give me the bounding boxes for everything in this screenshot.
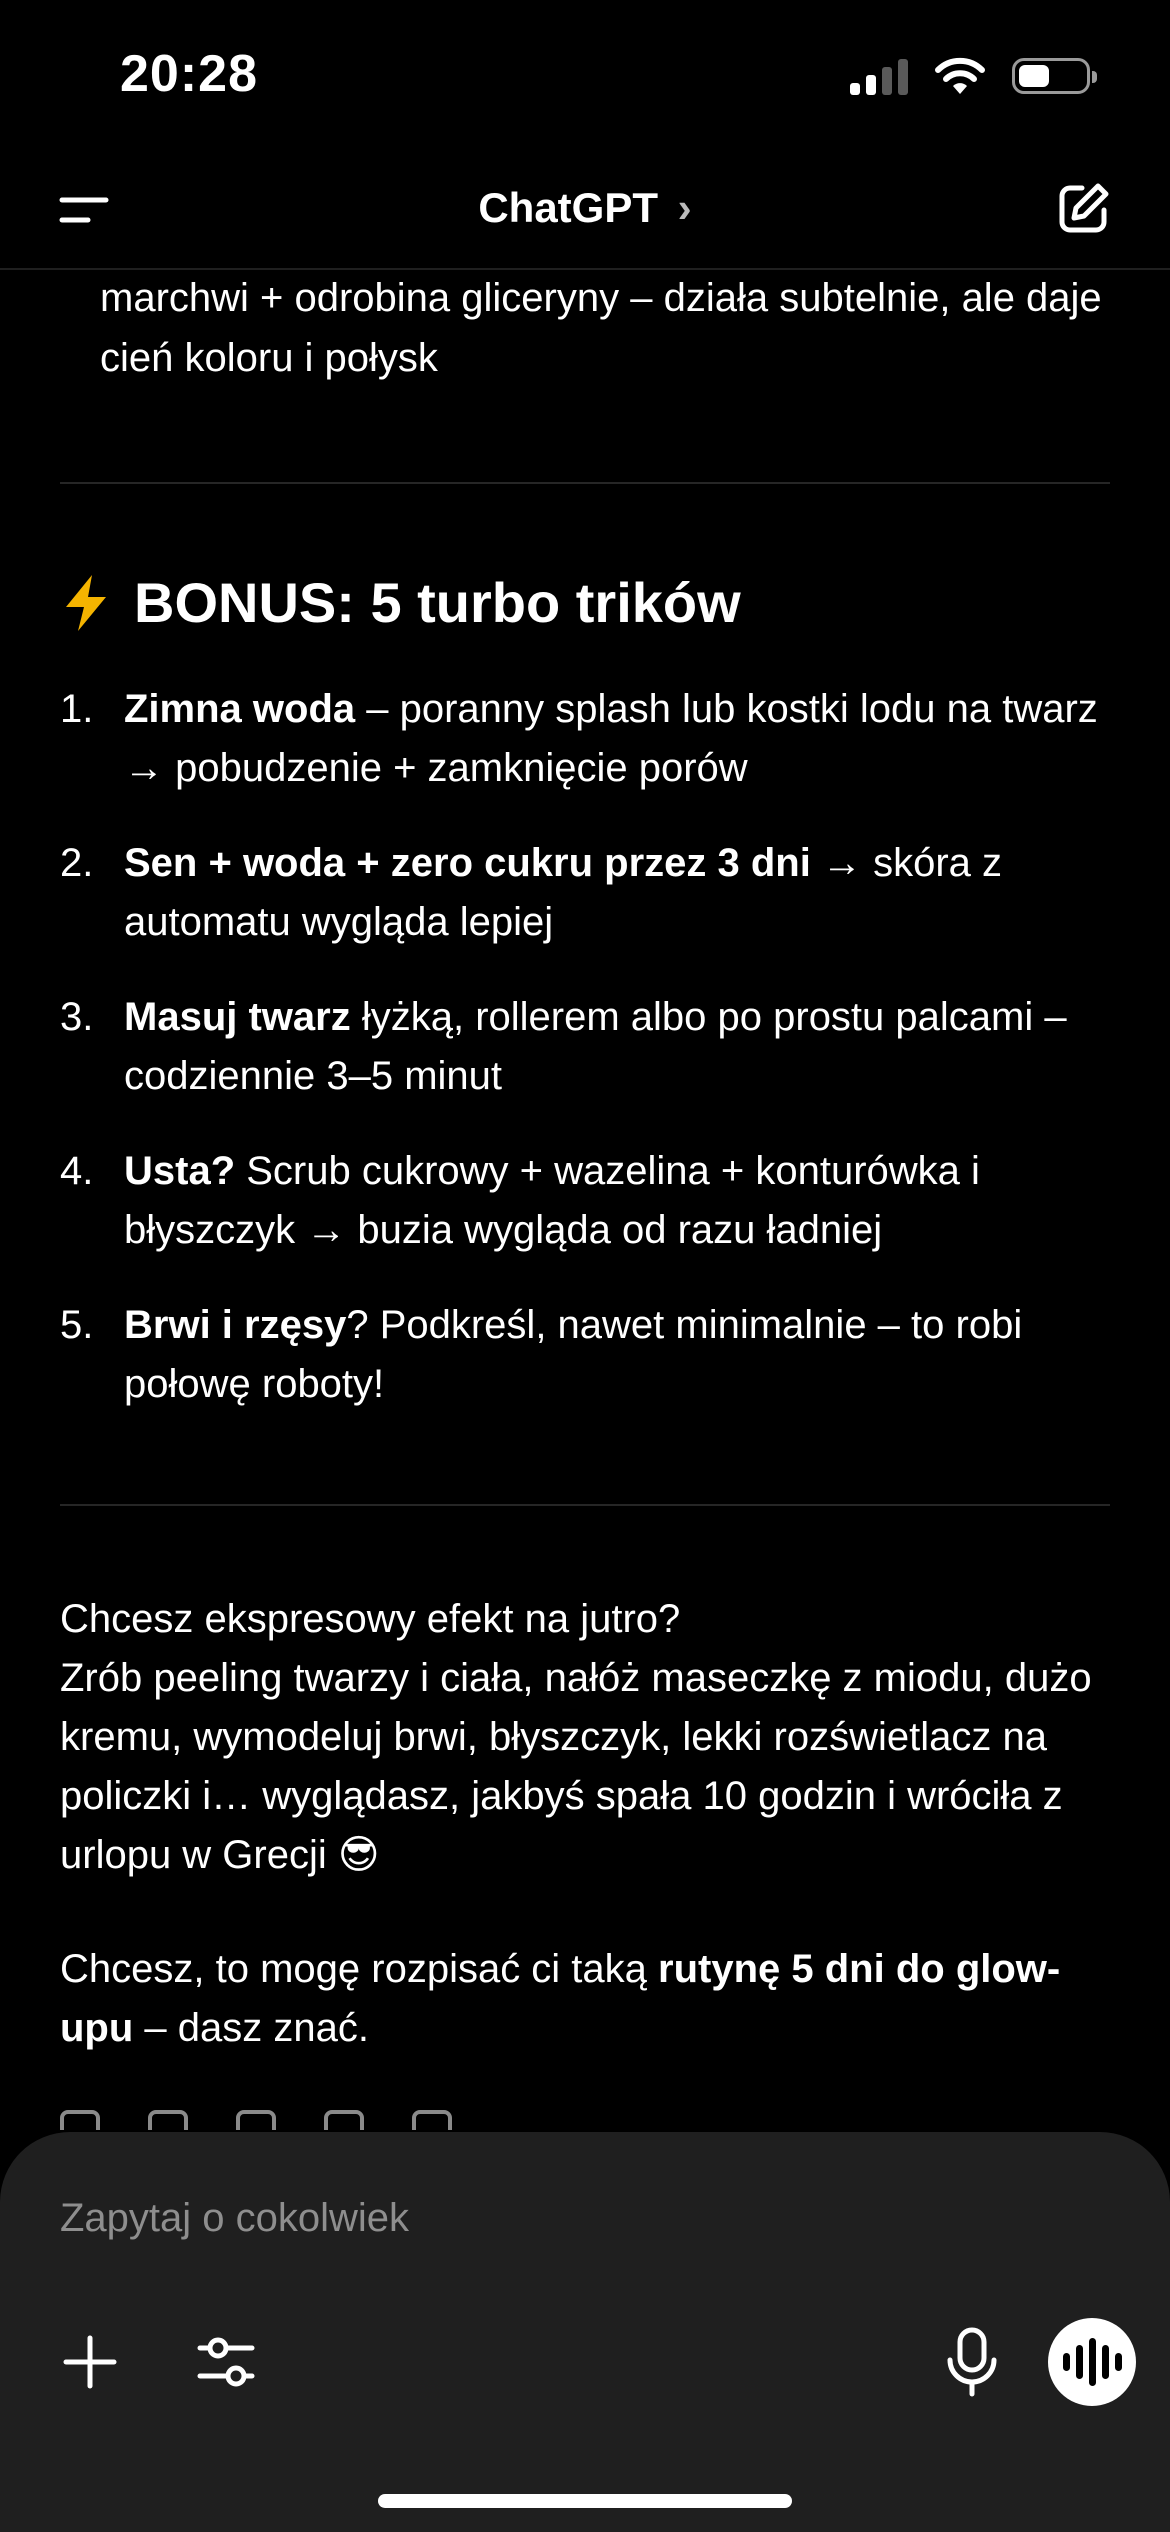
voice-mode-button[interactable] [1048, 2318, 1136, 2406]
list-item: 2. Sen + woda + zero cukru przez 3 dni → skóra z automatu wygląda lepiej [60, 841, 1003, 944]
section-divider [60, 482, 1110, 484]
model-selector[interactable] [0, 184, 1170, 232]
copy-icon[interactable] [60, 2110, 100, 2130]
chevron-right-icon: › [677, 184, 692, 231]
message-input[interactable]: Zapytaj o cokolwiek [60, 2196, 410, 2240]
cellular-signal-icon [850, 57, 908, 95]
microphone-icon[interactable] [942, 2326, 1002, 2398]
express-body: Zrób peeling twarzy i ciała, nałóż maseczkę z miodu, dużo kremu, wymodeluj brwi, błyszczyk, lekki rozświetlacz na policzki i… wyglądasz, jakbyś spała 10 godzin i wróciła z urlopu w Grecji 😎 [60, 1656, 1092, 1877]
wifi-icon [934, 56, 986, 96]
status-icons [850, 56, 1090, 96]
plus-icon[interactable] [60, 2332, 120, 2392]
message-actions [60, 2110, 452, 2130]
regenerate-icon[interactable] [412, 2110, 452, 2130]
list-item: 3. Masuj twarz łyżką, rollerem albo po prostu palcami – codziennie 3–5 minut [60, 995, 1067, 1098]
bonus-heading [60, 570, 741, 635]
bonus-title-text: BONUS: 5 turbo trików [134, 571, 741, 634]
tools-sliders-icon[interactable] [196, 2330, 256, 2394]
list-item: 4. Usta? Scrub cukrowy + wazelina + konturówka i błyszczyk → buzia wygląda od razu ładniej [60, 1149, 980, 1252]
offer-paragraph: Chcesz, to mogę rozpisać ci taką rutynę 5 dni do glow-upu – dasz znać. [60, 1947, 1061, 2050]
previous-list-item-text: marchwi + odrobina gliceryny – działa subtelnie, ale daje cień koloru i połysk [100, 276, 1102, 380]
speaker-icon[interactable] [148, 2110, 188, 2130]
section-divider [60, 1504, 1110, 1506]
nav-title: ChatGPT [478, 184, 658, 231]
lightning-icon [60, 573, 112, 633]
express-paragraph [60, 1590, 1120, 1885]
status-bar [0, 0, 1170, 150]
thumbs-up-icon[interactable] [236, 2110, 276, 2130]
tips-list [60, 680, 1120, 1450]
battery-icon [1012, 58, 1090, 94]
list-item: 5. Brwi i rzęsy? Podkreśl, nawet minimalnie – to robi połowę roboty! [60, 1303, 1023, 1406]
top-nav-bar [0, 150, 1170, 270]
list-item: 1. Zimna woda – poranny splash lub kostki lodu na twarz → pobudzenie + zamknięcie porów [60, 687, 1098, 790]
message-composer [0, 2132, 1170, 2532]
status-time: 20:28 [120, 45, 258, 103]
express-question: Chcesz ekspresowy efekt na jutro? [60, 1597, 681, 1641]
new-chat-icon[interactable] [1056, 180, 1112, 236]
home-indicator[interactable] [378, 2494, 792, 2508]
chat-content[interactable] [0, 270, 1170, 2130]
thumbs-down-icon[interactable] [324, 2110, 364, 2130]
